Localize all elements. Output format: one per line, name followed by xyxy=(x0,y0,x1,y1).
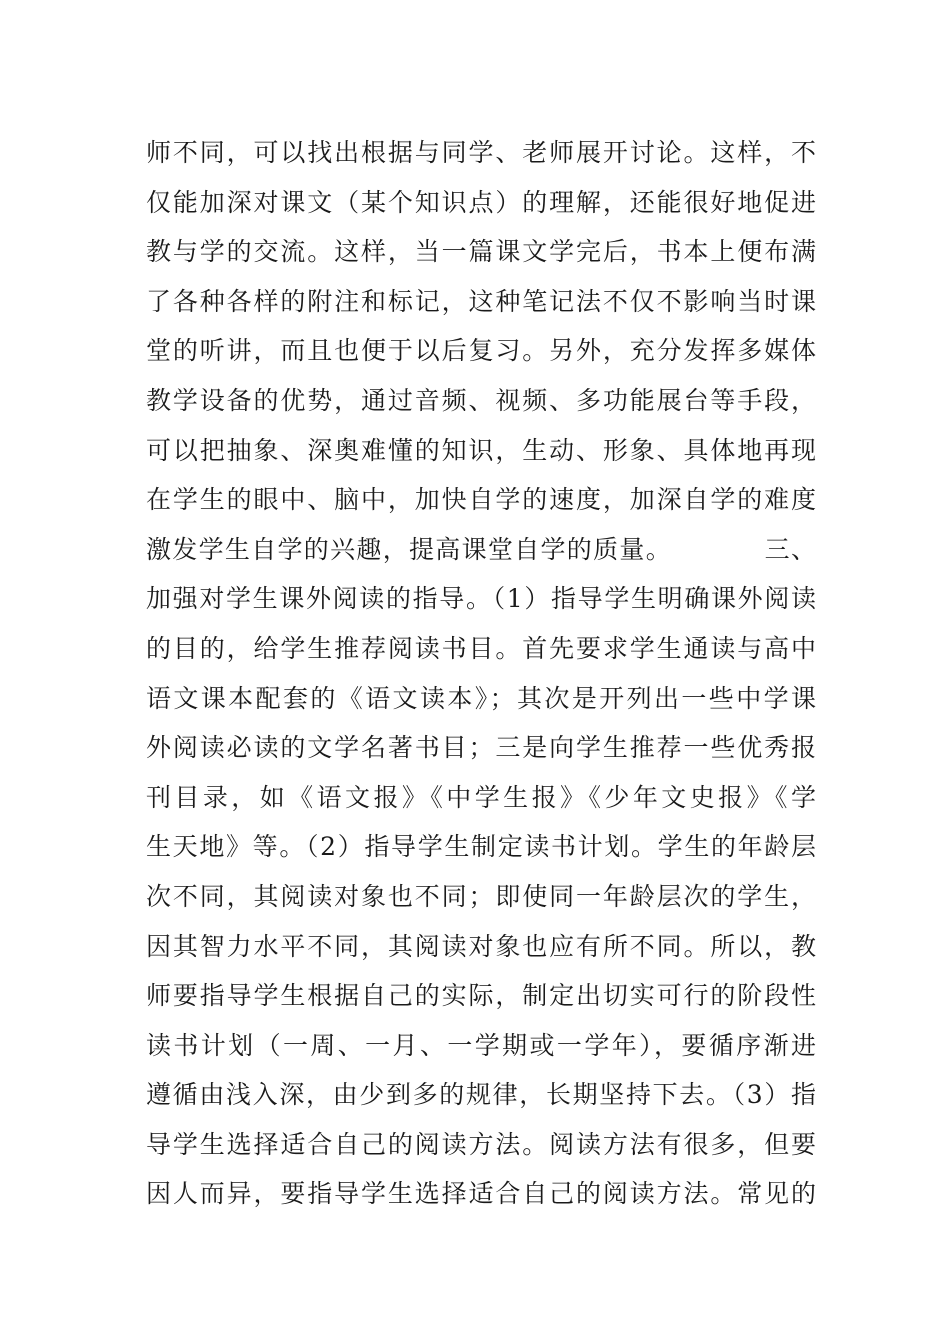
text-line-8: 在学生的眼中、脑中，加快自学的速度，加深自学的难度 xyxy=(146,485,816,515)
text-line-18: 师要指导学生根据自己的实际，制定出切实可行的阶段性 xyxy=(146,981,816,1011)
text-line-21: 导学生选择适合自己的阅读方法。阅读方法有很多，但要 xyxy=(146,1129,816,1159)
text-line-16: 次不同，其阅读对象也不同；即使同一年龄层次的学生， xyxy=(146,881,816,911)
text-line-19: 读书计划（一周、一月、一学期或一学年），要循序渐进 xyxy=(146,1030,816,1060)
text-line-7: 可以把抽象、深奥难懂的知识，生动、形象、具体地再现 xyxy=(146,435,816,465)
text-line-10: 加强对学生课外阅读的指导。（1）指导学生明确课外阅读 xyxy=(146,584,816,614)
text-line-4: 了各种各样的附注和标记，这种笔记法不仅不影响当时课 xyxy=(146,286,816,316)
text-line-15: 生天地》等。（2）指导学生制定读书计划。学生的年龄层 xyxy=(146,832,816,862)
text-line-6: 教学设备的优势，通过音频、视频、多功能展台等手段， xyxy=(146,385,816,415)
body-text xyxy=(146,128,816,1219)
text-line-17: 因其智力水平不同，其阅读对象也应有所不同。所以，教 xyxy=(146,931,816,961)
text-line-1: 师不同，可以找出根据与同学、老师展开讨论。这样，不 xyxy=(146,138,816,167)
text-line-9: 激发学生自学的兴趣，提高课堂自学的质量。 三、 xyxy=(146,534,816,564)
text-line-5: 堂的听讲，而且也便于以后复习。另外，充分发挥多媒体 xyxy=(146,336,816,366)
text-line-20: 遵循由浅入深，由少到多的规律，长期坚持下去。（3）指 xyxy=(146,1080,816,1110)
text-line-2: 仅能加深对课文（某个知识点）的理解，还能很好地促进 xyxy=(146,187,816,217)
text-line-13: 外阅读必读的文学名著书目；三是向学生推荐一些优秀报 xyxy=(146,733,816,763)
text-line-11: 的目的，给学生推荐阅读书目。首先要求学生通读与高中 xyxy=(146,633,816,663)
text-line-12: 语文课本配套的《语文读本》；其次是开列出一些中学课 xyxy=(146,683,816,713)
text-line-3: 教与学的交流。这样，当一篇课文学完后，书本上便布满 xyxy=(146,237,816,267)
text-line-14: 刊目录，如《语文报》《中学生报》《少年文史报》《学 xyxy=(146,782,816,812)
text-line-22: 因人而异，要指导学生选择适合自己的阅读方法。常见的 xyxy=(146,1179,816,1209)
